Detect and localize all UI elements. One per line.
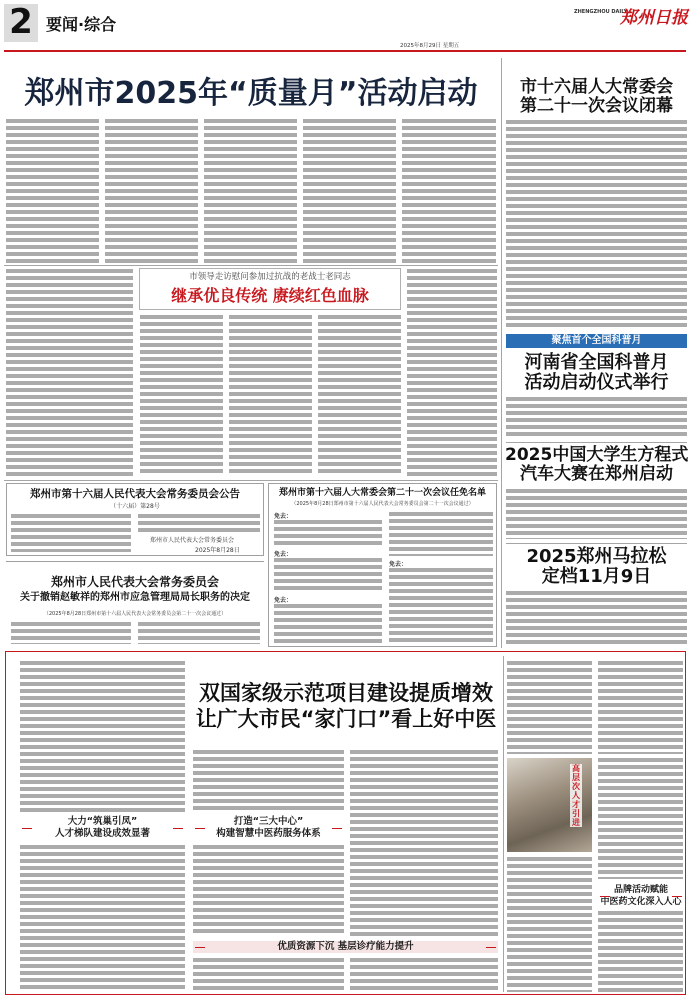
formula-student-headline: [505, 446, 688, 483]
article-body-text: [350, 750, 498, 936]
notice-body-text: [11, 514, 131, 552]
feature-headline-line: 双国家级示范项目建设提质增效: [199, 681, 493, 705]
paper-name-en: ZHENGZHOU DAILY: [574, 9, 628, 15]
feature-subhead-resources: 优质资源下沉 基层诊疗能力提升: [193, 941, 498, 953]
notice-body-text: [274, 604, 382, 644]
notice-body-text: [389, 512, 493, 556]
page-number: 2: [9, 2, 33, 42]
headline-line: 2025郑州马拉松: [526, 546, 667, 567]
notice-body-text: [274, 520, 382, 546]
notice-body-text: [389, 568, 493, 644]
issue-date: 2025年8月29日 星期五: [400, 43, 460, 49]
section-rule: [4, 480, 498, 481]
announcement-issuer: 郑州市人民代表大会常务委员会: [150, 537, 235, 544]
veterans-headline: 继承优良传统 赓续红色血脉: [171, 286, 369, 305]
feature-subhead-talent: [20, 816, 185, 840]
article-body-text: [507, 661, 592, 754]
article-body-text: [598, 661, 683, 754]
photo-label: 高层次人才引进: [572, 764, 580, 827]
decision-title: [6, 576, 264, 603]
appointment-label: 免去：: [389, 561, 408, 568]
feature-headline-line: 让广大市民“家门口”看上好中医: [195, 707, 497, 731]
article-body-text: [598, 758, 683, 879]
masthead-rule: [4, 50, 686, 52]
article-body-text: [6, 269, 133, 476]
article-body-text: [20, 845, 185, 992]
section-rule: [506, 543, 687, 544]
article-body-text: [506, 591, 687, 644]
headline-line: 市十六届人大常委会: [520, 77, 673, 97]
article-body-text: [318, 315, 401, 476]
section-title: 要闻·综合: [46, 15, 117, 34]
article-body-text: [229, 315, 312, 476]
feature-subhead-centers: [193, 816, 344, 840]
headline-line: 汽车大赛在郑州启动: [520, 463, 673, 484]
section-rule: [506, 442, 687, 443]
subhead-line: 中医药文化深入人心: [600, 897, 682, 907]
notice-body-text: [11, 622, 131, 644]
appointments-note: （2025年8月28日郑州市第十六届人民代表大会常务委员会第二十一次会议通过）: [291, 501, 474, 507]
column-rule: [503, 656, 504, 992]
article-body-text: [407, 269, 497, 476]
notice-body-text: [138, 514, 260, 532]
veterans-kicker: 市领导走访慰问参加过抗战的老战士老同志: [189, 272, 351, 282]
feature-headline: [192, 680, 500, 732]
headline-line: 河南省全国科普月: [524, 352, 669, 373]
science-month-banner: 聚焦首个全国科普月: [506, 334, 687, 348]
article-body-text: [193, 750, 344, 812]
subhead-line: 打造“三大中心”: [233, 816, 304, 827]
headline-line: 第二十一次会议闭幕: [520, 95, 673, 116]
article-body-text: [140, 315, 223, 476]
quality-month-headline: 郑州市2025年“质量月”活动启动: [24, 76, 478, 111]
notice-body-text: [274, 558, 382, 592]
marathon-headline: [505, 547, 688, 587]
subhead-line: 人才梯队建设成效显著: [54, 828, 150, 839]
appointment-label: 免去：: [274, 597, 293, 604]
article-body-text: [193, 958, 344, 993]
appointment-label: 免去：: [274, 551, 293, 558]
column-rule: [501, 58, 502, 648]
announcement-number: （十六届）第28号: [110, 503, 160, 510]
feature-subhead-culture: [598, 884, 684, 908]
science-month-headline: [505, 353, 688, 393]
decision-title-line: 关于撤销赵敏祥的郑州市应急管理局局长职务的决定: [20, 592, 250, 604]
decision-note: （2025年8月28日郑州市第十六届人民代表大会常务委员会第二十一次会议通过）: [43, 611, 227, 617]
article-body-text: [350, 958, 498, 993]
article-body-text: [402, 119, 496, 263]
section-rule: [4, 265, 498, 266]
article-body-text: [20, 661, 185, 813]
article-body-text: [204, 119, 297, 263]
announcement-date: 2025年8月28日: [195, 547, 240, 554]
notice-body-text: [138, 622, 260, 644]
article-body-text: [6, 119, 99, 263]
headline-line: 定档11月9日: [541, 565, 652, 587]
subhead-line: 构建智慧中医药服务体系: [216, 828, 321, 839]
article-body-text: [105, 119, 198, 263]
npc-session-headline: [505, 78, 688, 115]
article-body-text: [506, 397, 687, 439]
announcement-title: 郑州市第十六届人民代表大会常务委员会公告: [30, 488, 240, 500]
subhead-line: 品牌活动赋能: [613, 885, 668, 895]
headline-line: 活动启动仪式举行: [524, 371, 669, 393]
article-body-text: [506, 120, 687, 330]
headline-line: 2025中国大学生方程式: [505, 445, 689, 465]
appointments-title: 郑州市第十六届人大常委会第二十一次会议任免名单: [278, 488, 486, 498]
article-body-text: [193, 845, 344, 936]
article-body-text: [303, 119, 396, 263]
appointment-label: 免去：: [274, 513, 293, 520]
article-body-text: [506, 489, 687, 539]
article-body-text: [598, 911, 683, 992]
paper-logo: 郑州日报: [620, 8, 688, 28]
article-body-text: [507, 857, 592, 992]
decision-title-line: 郑州市人民代表大会常务委员会: [50, 575, 219, 589]
subhead-line: 大力“筑巢引凤”: [67, 816, 138, 827]
